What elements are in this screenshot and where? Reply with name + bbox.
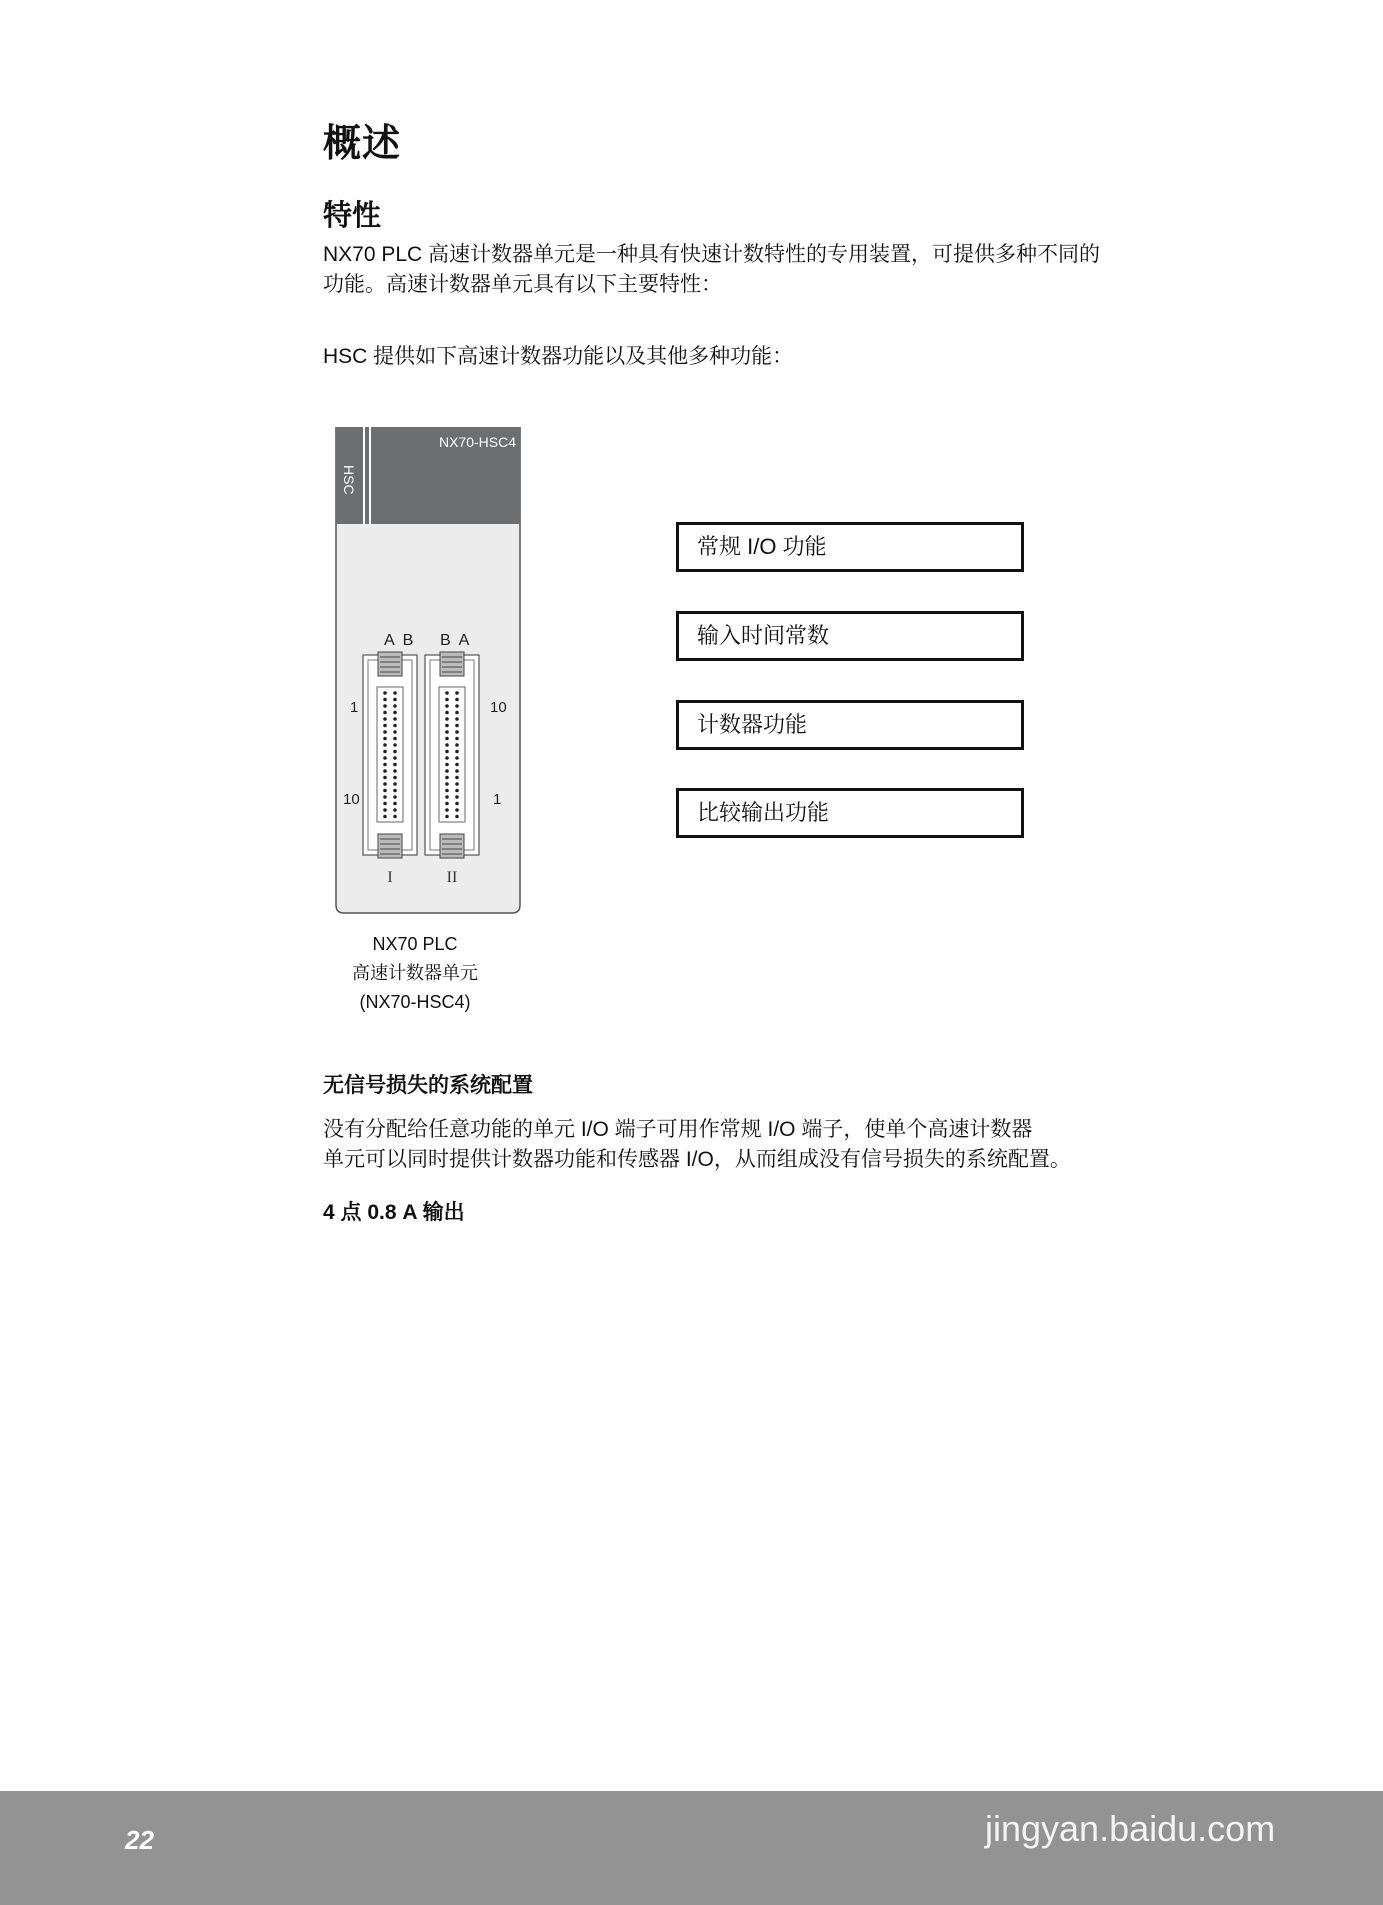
connector-pin — [445, 691, 449, 695]
connector-pin — [455, 763, 459, 767]
hsc-intro: HSC 提供如下高速计数器功能以及其他多种功能： — [323, 345, 794, 368]
function-box-time-constant: 输入时间常数 — [676, 611, 1024, 661]
connector-pin — [455, 743, 459, 747]
connector-pin — [445, 782, 449, 786]
connector-pin — [445, 789, 449, 793]
connector-pin — [383, 724, 387, 728]
connector-pin — [445, 717, 449, 721]
connector-pin — [383, 711, 387, 715]
section-heading-output: 4 点 0.8 A 输出 — [323, 1201, 465, 1224]
connector-pin — [455, 737, 459, 741]
connector-pin — [393, 724, 397, 728]
connector-pin — [383, 789, 387, 793]
connector-pin — [393, 795, 397, 799]
connector-pin — [445, 802, 449, 806]
connector-pin — [445, 743, 449, 747]
connector-pin — [393, 782, 397, 786]
connector-pin — [393, 789, 397, 793]
connector-pin — [383, 737, 387, 741]
connector-pin — [393, 704, 397, 708]
connector-pin — [383, 750, 387, 754]
connector-pin — [393, 750, 397, 754]
connector-pin — [445, 815, 449, 819]
connector-pin — [455, 704, 459, 708]
connector-pin — [455, 802, 459, 806]
connector-II-roman: II — [446, 869, 458, 886]
system-config-paragraph — [323, 1115, 1263, 1175]
baidu-watermark — [985, 1700, 1305, 1880]
connector-pin — [455, 730, 459, 734]
connector-pin — [455, 795, 459, 799]
module-caption — [305, 930, 525, 1017]
connector-I-roman: I — [387, 869, 393, 886]
connector-pin — [393, 756, 397, 760]
connector-pin — [383, 691, 387, 695]
connector-pin — [393, 717, 397, 721]
connector-pin — [455, 769, 459, 773]
connector-I-top-labels: A B — [384, 632, 414, 649]
connector-pin — [383, 698, 387, 702]
connector-pin — [393, 743, 397, 747]
connector-pin — [393, 802, 397, 806]
intro-paragraph — [323, 240, 1243, 300]
connector-pin — [383, 717, 387, 721]
function-box-io: 常规 I/O 功能 — [676, 522, 1024, 572]
system-config-line-2: 单元可以同时提供计数器功能和传感器 I/O，从而组成没有信号损失的系统配置。 — [323, 1148, 1071, 1171]
connector-pin — [383, 808, 387, 812]
connector-pin — [445, 756, 449, 760]
connector-pin — [445, 737, 449, 741]
connector-pin — [383, 815, 387, 819]
connector-pin — [383, 776, 387, 780]
connector-pin — [393, 698, 397, 702]
intro-line-2: 功能。高速计数器单元具有以下主要特性： — [323, 273, 722, 296]
connector-pin — [383, 756, 387, 760]
connector-pin — [393, 808, 397, 812]
section-heading-features: 特性 — [323, 200, 382, 232]
hsc-module-illustration — [330, 427, 526, 915]
connector-pin — [383, 769, 387, 773]
connector-pin — [393, 763, 397, 767]
connector-pin — [393, 769, 397, 773]
connector-pin — [445, 763, 449, 767]
connector-pin — [383, 782, 387, 786]
function-box-counter: 计数器功能 — [676, 700, 1024, 750]
connector-pin — [393, 776, 397, 780]
connector-pin — [445, 698, 449, 702]
connector-pin — [455, 717, 459, 721]
connector-pin — [383, 763, 387, 767]
connector-pin — [455, 698, 459, 702]
connector-pin — [383, 730, 387, 734]
caption-line-1: NX70 PLC — [372, 934, 458, 954]
connector-pin — [455, 691, 459, 695]
function-box-compare-output: 比较输出功能 — [676, 788, 1024, 838]
connector-pin — [445, 795, 449, 799]
connector-pin — [455, 756, 459, 760]
connector-pin — [383, 743, 387, 747]
connector-pin — [445, 711, 449, 715]
connector-pin — [445, 776, 449, 780]
intro-line-1: NX70 PLC 高速计数器单元是一种具有快速计数特性的专用装置，可提供多种不同的 — [323, 243, 1101, 266]
watermark-brand: Bai du 经验 — [985, 1737, 1274, 1797]
connector-pin — [455, 815, 459, 819]
connector-I-row-top: 1 — [350, 699, 359, 716]
connector-pin — [383, 795, 387, 799]
connector-pin — [393, 815, 397, 819]
connector-pin — [393, 737, 397, 741]
connector-pin — [445, 730, 449, 734]
connector-pin — [393, 691, 397, 695]
connector-pin — [445, 769, 449, 773]
connector-pin — [383, 704, 387, 708]
section-heading-system-config: 无信号损失的系统配置 — [323, 1074, 533, 1097]
connector-I-row-bottom: 10 — [343, 791, 360, 808]
caption-line-3: (NX70-HSC4) — [359, 992, 471, 1012]
connector-pin — [445, 808, 449, 812]
watermark-url: jingyan.baidu.com — [985, 1808, 1276, 1849]
connector-pin — [455, 711, 459, 715]
page-title: 概述 — [323, 123, 402, 165]
connector-pin — [393, 730, 397, 734]
connector-pin — [393, 711, 397, 715]
connector-pin — [455, 782, 459, 786]
connector-II-top-labels: B A — [440, 632, 470, 649]
connector-pin — [455, 776, 459, 780]
connector-pin — [445, 704, 449, 708]
connector-pin — [445, 750, 449, 754]
page-number: 22 — [125, 1825, 154, 1855]
connector-pin — [455, 808, 459, 812]
module-model-label: NX70-HSC4 — [438, 434, 516, 450]
connector-pin — [455, 724, 459, 728]
system-config-line-1: 没有分配给任意功能的单元 I/O 端子可用作常规 I/O 端子，使单个高速计数器 — [323, 1118, 1033, 1141]
connector-pin — [383, 802, 387, 806]
connector-pin — [445, 724, 449, 728]
connector-pin — [455, 750, 459, 754]
connector-pin — [455, 789, 459, 793]
caption-line-2: 高速计数器单元 — [352, 963, 478, 983]
module-side-label: HSC — [341, 465, 357, 495]
connector-II-row-bottom: 1 — [493, 791, 502, 808]
connector-II-row-top: 10 — [490, 699, 507, 716]
